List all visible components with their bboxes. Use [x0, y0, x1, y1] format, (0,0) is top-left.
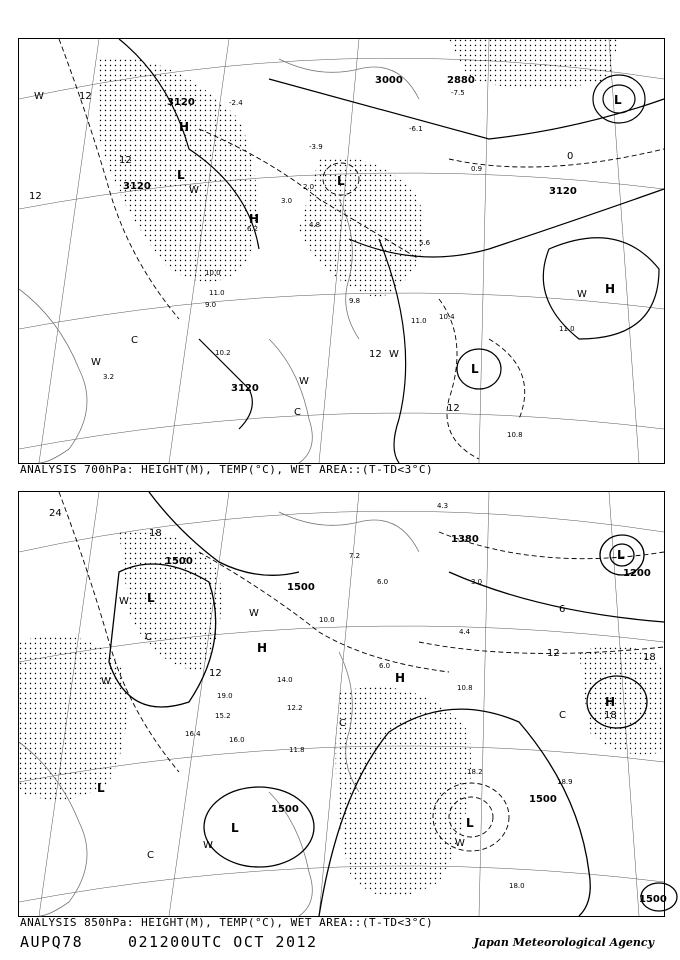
temp-label: 18	[604, 710, 617, 721]
station-value: 16.4	[185, 730, 201, 738]
chart-700hpa	[18, 38, 665, 464]
station-value: -7.5	[451, 89, 465, 97]
high-center-marker: H	[395, 671, 406, 685]
temp-label: 12	[447, 403, 460, 414]
cold-center-marker: C	[145, 632, 152, 643]
station-value: 10.2	[215, 349, 231, 357]
high-center-marker: H	[605, 695, 616, 709]
station-value: 9.8	[349, 297, 361, 305]
station-value: 5.6	[419, 239, 431, 247]
station-value: 15.2	[215, 712, 231, 720]
temp-label: 12	[209, 668, 222, 679]
warm-center-marker: W	[299, 376, 309, 387]
agency-name: Japan Meteorological Agency	[473, 936, 654, 949]
station-value: 11.0	[559, 325, 575, 333]
station-value: 18.9	[557, 778, 573, 786]
station-value: 4.8	[309, 221, 321, 229]
station-value: 4.3	[437, 502, 449, 510]
low-center-marker: L	[337, 174, 345, 188]
low-center-marker: L	[471, 362, 479, 376]
station-value: 18.2	[467, 768, 483, 776]
contour-label: 3000	[375, 75, 403, 86]
warm-center-marker: W	[203, 840, 213, 851]
temp-label: 18	[643, 652, 656, 663]
warm-center-marker: W	[34, 91, 44, 102]
contour-label: 1500	[639, 894, 667, 905]
low-center-marker: L	[147, 591, 155, 605]
temp-label: 12	[369, 349, 382, 360]
temp-label: 12	[547, 648, 560, 659]
temp-label: 24	[49, 508, 62, 519]
high-center-marker: H	[249, 212, 260, 226]
low-center-marker: L	[614, 93, 622, 107]
station-value: 12.2	[287, 704, 303, 712]
contour-label: 3120	[549, 186, 577, 197]
warm-center-marker: W	[455, 838, 465, 849]
contour-label: 1500	[529, 794, 557, 805]
station-value: 3.2	[103, 373, 115, 381]
contour-label: 1200	[623, 568, 651, 579]
cold-center-marker: C	[294, 407, 301, 418]
high-center-marker: H	[257, 641, 268, 655]
temp-label: 12	[29, 191, 42, 202]
station-value: 3.0	[281, 197, 293, 205]
temp-label: 0	[567, 151, 574, 162]
low-center-marker: L	[617, 548, 625, 562]
station-value: 10.0	[205, 269, 221, 277]
contour-label: 1380	[451, 534, 479, 545]
station-value: 11.0	[411, 317, 427, 325]
station-value: 2.0	[303, 183, 315, 191]
station-value: 0.9	[471, 165, 483, 173]
cold-center-marker: C	[147, 850, 154, 861]
high-center-marker: H	[179, 120, 190, 134]
product-code: AUPQ78	[20, 933, 84, 951]
station-value: -6.1	[409, 125, 423, 133]
temp-label: 12	[119, 155, 132, 166]
station-value: -2.4	[229, 99, 243, 107]
contour-label: 1500	[165, 556, 193, 567]
contour-label: 3120	[167, 97, 195, 108]
warm-center-marker: W	[249, 608, 259, 619]
valid-time: 021200UTC OCT 2012	[128, 933, 318, 951]
station-value: 7.2	[349, 552, 361, 560]
temp-label: 6	[559, 604, 566, 615]
map-700hpa	[19, 39, 664, 463]
station-value: 10.0	[319, 616, 335, 624]
warm-center-marker: W	[101, 676, 111, 687]
station-value: -3.9	[309, 143, 323, 151]
map-850hpa	[19, 492, 667, 916]
temp-label: 18	[149, 528, 162, 539]
contour-label: 1500	[287, 582, 315, 593]
station-value: 16.0	[229, 736, 245, 744]
cold-center-marker: C	[131, 335, 138, 346]
chart-caption: ANALYSIS 850hPa: HEIGHT(M), TEMP(°C), WET AREA::(T-TD<3°C)	[20, 916, 434, 929]
contour-label: 3120	[231, 383, 259, 394]
station-value: 4.4	[459, 628, 471, 636]
station-value: 6.0	[377, 578, 389, 586]
station-value: 10.8	[507, 431, 523, 439]
low-center-marker: L	[466, 816, 474, 830]
low-center-marker: L	[231, 821, 239, 835]
station-value: 14.0	[277, 676, 293, 684]
station-value: 9.0	[205, 301, 217, 309]
station-value: 11.8	[289, 746, 305, 754]
cold-center-marker: C	[339, 718, 346, 729]
high-center-marker: H	[605, 282, 616, 296]
warm-center-marker: W	[119, 596, 129, 607]
station-value: 6.2	[247, 225, 259, 233]
warm-center-marker: W	[91, 357, 101, 368]
wet-area-shading	[19, 530, 664, 896]
station-value: 10.8	[457, 684, 473, 692]
warm-center-marker: W	[577, 289, 587, 300]
contour-label: 1500	[271, 804, 299, 815]
warm-center-marker: W	[389, 349, 399, 360]
station-value: 3.0	[471, 578, 483, 586]
warm-center-marker: W	[189, 185, 199, 196]
station-value: 19.0	[217, 692, 233, 700]
cold-center-marker: C	[559, 710, 566, 721]
temp-label: 12	[79, 91, 92, 102]
chart-caption: ANALYSIS 700hPa: HEIGHT(M), TEMP(°C), WET AREA::(T-TD<3°C)	[20, 463, 434, 476]
station-value: 10.4	[439, 313, 455, 321]
station-value: 11.0	[209, 289, 225, 297]
contour-label: 2880	[447, 75, 475, 86]
station-value: 6.0	[379, 662, 391, 670]
contour-label: 3120	[123, 181, 151, 192]
low-center-marker: L	[177, 168, 185, 182]
low-center-marker: L	[97, 781, 105, 795]
chart-850hpa	[18, 491, 665, 917]
station-value: 18.0	[509, 882, 525, 890]
